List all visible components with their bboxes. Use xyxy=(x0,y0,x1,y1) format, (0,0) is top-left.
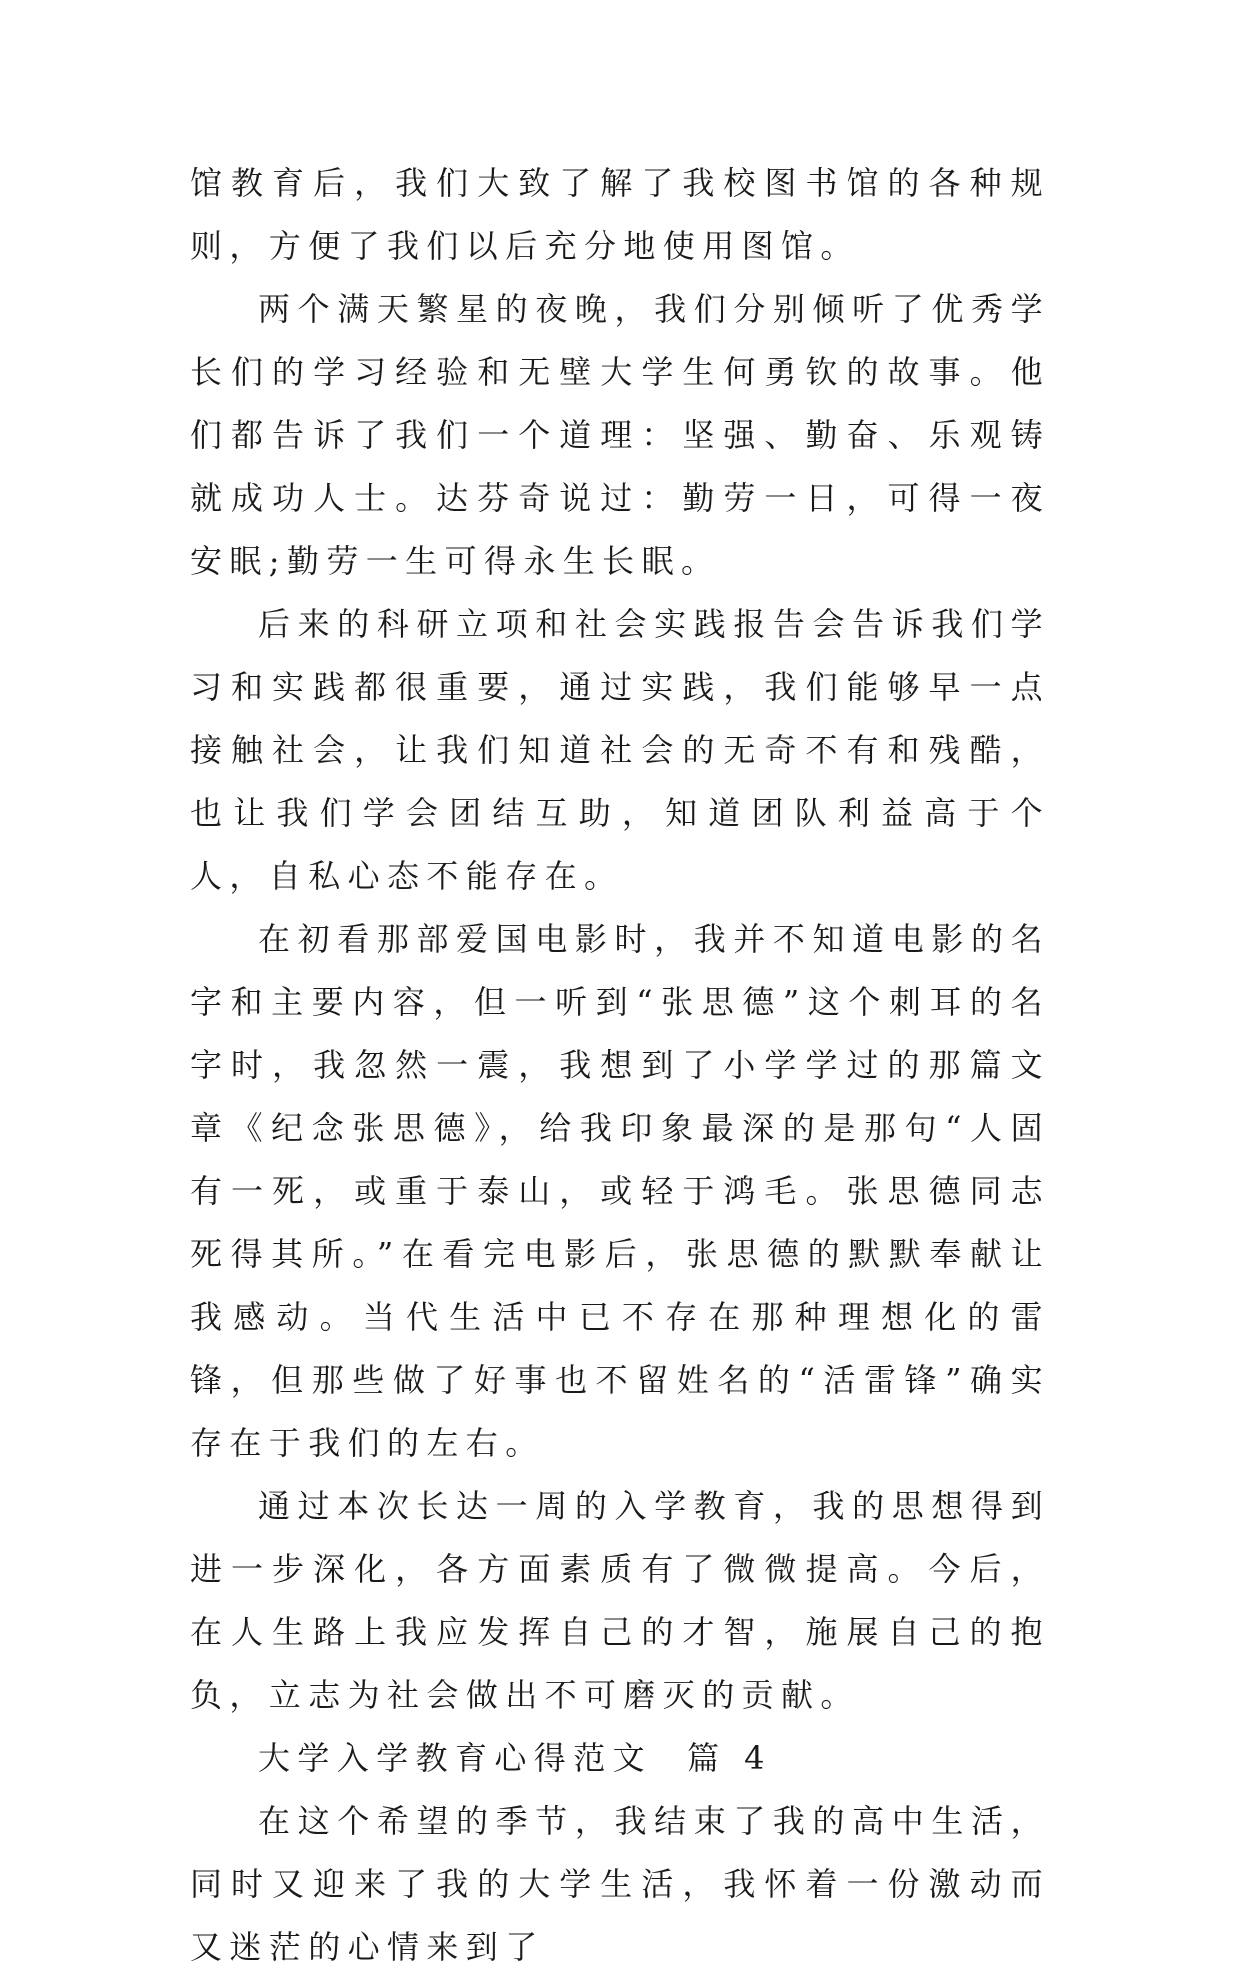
paragraph-research-practice: 后来的科研立项和社会实践报告会告诉我们学习和实践都很重要，通过实践，我们能够早一点接触社会，让我们知道社会的无奇不有和残酷，也让我们学会团结互助，知道团队利益高于个人，自私心态不能存在。 xyxy=(190,605,1050,895)
paragraph-summary: 通过本次长达一周的入学教育，我的思想得到进一步深化，各方面素质有了微微提高。今后，在人生路上我应发挥自己的才智，施展自己的抱负，立志为社会做出不可磨灭的贡献。 xyxy=(190,1487,1050,1714)
section-heading: 大学入学教育心得范文 篇 4 xyxy=(258,1739,772,1777)
paragraph-patriotic-film: 在初看那部爱国电影时，我并不知道电影的名字和主要内容，但一听到“张思德”这个刺耳的名字时，我忽然一震，我想到了小学学过的那篇文章《纪念张思德》，给我印象最深的是那句“人固有一死，或重于泰山，或轻于鸿毛。张思德同志死得其所。”在看完电影后，张思德的默默奉献让我感动。当代生活中已不存在那种理想化的雷锋，但那些做了好事也不留姓名的“活雷锋”确实存在于我们的左右。 xyxy=(190,920,1050,1462)
paragraph-continuation: 馆教育后，我们大致了解了我校图书馆的各种规则，方便了我们以后充分地使用图馆。 xyxy=(190,164,1050,265)
document-body xyxy=(190,152,1050,1979)
paragraph-new-section: 在这个希望的季节，我结束了我的高中生活，同时又迎来了我的大学生活，我怀着一份激动而又迷茫的心情来到了 xyxy=(190,1802,1050,1966)
paragraph-starry-nights: 两个满天繁星的夜晚，我们分别倾听了优秀学长们的学习经验和无壁大学生何勇钦的故事。他们都告诉了我们一个道理：坚强、勤奋、乐观铸就成功人士。达芬奇说过：勤劳一日，可得一夜安眠;勤劳一生可得永生长眠。 xyxy=(190,290,1050,580)
